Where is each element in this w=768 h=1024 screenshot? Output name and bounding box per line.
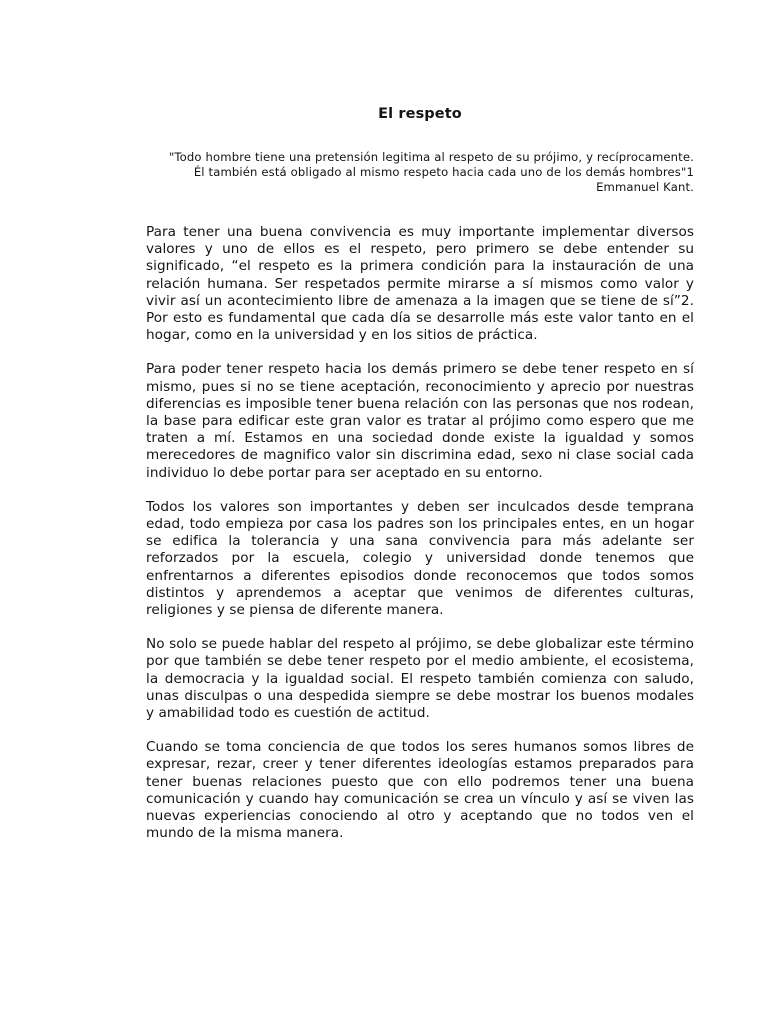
paragraph-1: Para tener una buena convivencia es muy importante implementar diversos valores y uno de ellos es el respeto, pero primero se debe entender su significado, “el respeto es la primera condición para la instauración de una relación humana. Ser respetados permite mirarse a sí mismos como valor y vivir así un acontecimiento libre de amenaza a la imagen que se tiene de sí”2. Por esto es fundamental que cada día se desarrolle más este valor tanto en el hogar, como en la universidad y en los sitios de práctica. [146,224,694,344]
paragraph-4: No solo se puede hablar del respeto al prójimo, se debe globalizar este término por que también se debe tener respeto por el medio ambiente, el ecosistema, la democracia y la igualdad social. El respeto también comienza con saludo, unas disculpas o una despedida siempre se debe mostrar los buenos modales y amabilidad todo es cuestión de actitud. [146,636,694,722]
paragraph-2: Para poder tener respeto hacia los demás primero se debe tener respeto en sí mismo, pues si no se tiene aceptación, reconocimiento y aprecio por nuestras diferencias es imposible tener buena relación con las personas que nos rodean, la base para edificar este gran valor es tratar al prójimo como espero que me traten a mí. Estamos en una sociedad donde existe la igualdad y somos merecedores de magnifico valor sin discrimina edad, sexo ni clase social cada individuo lo debe portar para ser aceptado en su entorno. [146,361,694,481]
document-title: El respeto [378,106,462,122]
document-body [146,224,694,860]
paragraph-5: Cuando se toma conciencia de que todos los seres humanos somos libres de expresar, rezar, creer y tener diferentes ideologías estamos preparados para tener buenas relaciones puesto que con ello podremos tener una buena comunicación y cuando hay comunicación se crea un vínculo y así se viven las nuevas experiencias conociendo al otro y aceptando que no todos ven el mundo de la misma manera. [146,739,694,842]
paragraph-3: Todos los valores son importantes y deben ser inculcados desde temprana edad, todo empieza por casa los padres son los principales entes, en un hogar se edifica la tolerancia y una sana convivencia para más adelante ser reforzados por la escuela, colegio y universidad donde tenemos que enfrentarnos a diferentes episodios donde reconocemos que todos somos distintos y aprendemos a aceptar que venimos de diferentes culturas, religiones y se piensa de diferente manera. [146,498,694,619]
epigraph-quote: "Todo hombre tiene una pretensión legitima al respeto de su prójimo, y recíprocamente. Él también está obligado al mismo respeto hacia cada uno de los demás hombres"1 Emmanuel Kant. [168,150,694,194]
